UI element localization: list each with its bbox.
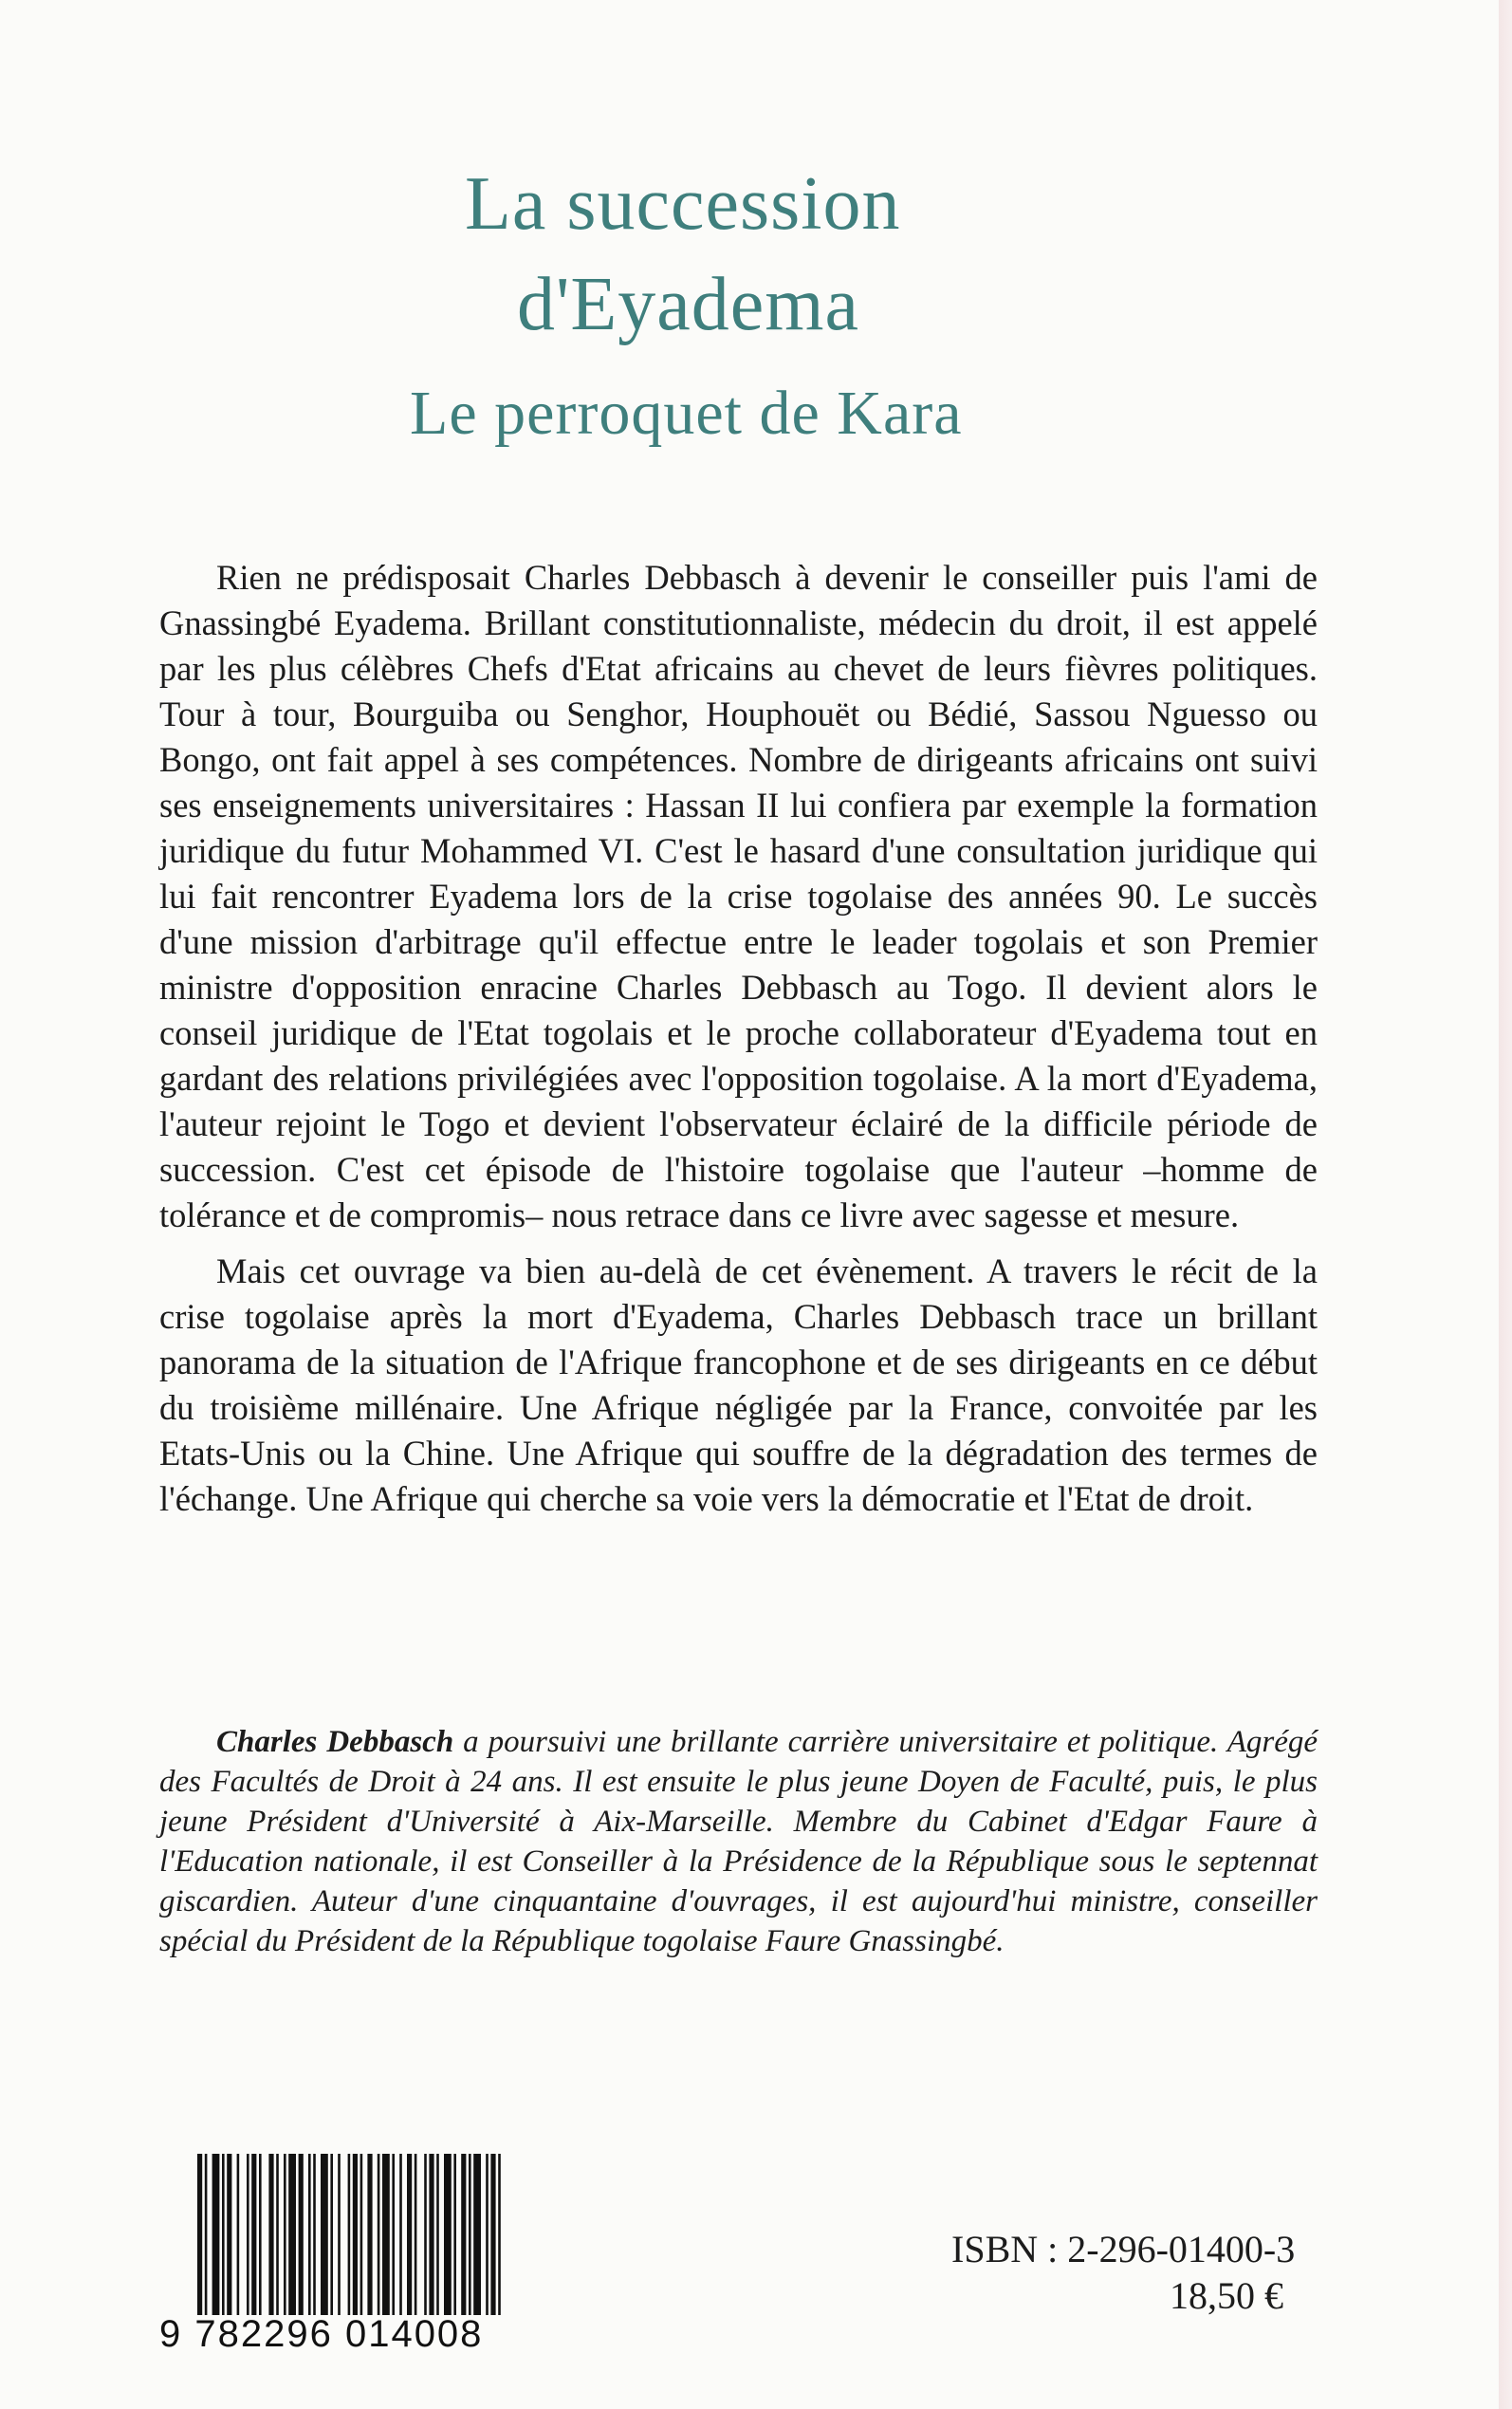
author-name: Charles Debbasch	[216, 1725, 454, 1759]
barcode-bar	[424, 2154, 427, 2315]
book-title-line1: La succession	[465, 162, 901, 246]
barcode-bar	[415, 2154, 417, 2315]
barcode-bar	[276, 2154, 279, 2315]
barcode-bar	[338, 2154, 341, 2315]
barcode	[159, 2154, 605, 2353]
book-title-line2: d'Eyadema	[517, 263, 860, 346]
barcode-bar	[222, 2154, 225, 2315]
barcode-bar	[486, 2154, 489, 2315]
barcode-bar	[212, 2154, 220, 2315]
page-edge	[1499, 0, 1512, 2409]
barcode-bar	[429, 2154, 433, 2315]
barcode-bar	[382, 2154, 390, 2315]
barcode-bar	[444, 2154, 452, 2315]
barcode-bar	[259, 2154, 262, 2315]
barcode-bar	[205, 2154, 208, 2315]
barcode-bar	[308, 2154, 311, 2315]
barcode-bar	[247, 2154, 249, 2315]
barcode-bar	[360, 2154, 363, 2315]
barcode-bar	[237, 2154, 240, 2315]
barcode-bar	[392, 2154, 395, 2315]
barcode-bar	[399, 2154, 402, 2315]
barcode-digits: 9 782296 014008	[159, 2313, 484, 2355]
summary-paragraph-1: Rien ne prédisposait Charles Debbasch à devenir le conseiller puis l'ami de Gnassingbé Eyadema. Brillant constitutionnaliste, médecin du droit, il est appelé par les plus célèbres Chefs d'Etat africains au chevet de leurs fièvres politiques. Tour à tour, Bourguiba ou Senghor, Houphouët ou Bédié, Sassou Nguesso ou Bongo, ont fait appel à ses compétences. Nombre de dirigeants africains ont suivi ses enseignements universitaires : Hassan II lui confiera par exemple la formation juridique du futur Mohammed VI. C'est le hasard d'une consultation juridique qui lui fait rencontrer Eyadema lors de la crise togolaise des années 90. Le succès d'une mission d'arbitrage qu'il effectue entre le leader togolais et son Premier ministre d'opposition enracine Charles Debbasch au Togo. Il devient alors le conseil juridique de l'Etat togolais et le proche collaborateur d'Eyadema tout en gardant des relations privilégiées avec l'opposition togolaise. A la mort d'Eyadema, l'auteur rejoint le Togo et devient l'observateur éclairé de la difficile période de succession. C'est cet épisode de l'histoire togolaise que l'auteur –homme de tolérance et de compromis– nous retrace dans ce livre avec sagesse et mesure.	[159, 558, 1318, 1234]
barcode-bar	[197, 2154, 202, 2315]
author-bio	[159, 1722, 1318, 1961]
barcode-bar	[461, 2154, 466, 2315]
barcode-bar	[299, 2154, 304, 2315]
barcode-bar	[490, 2154, 495, 2315]
barcode-bar	[407, 2154, 412, 2315]
barcode-bar	[284, 2154, 286, 2315]
barcode-bar	[330, 2154, 333, 2315]
barcode-bar	[453, 2154, 456, 2315]
barcode-bar	[227, 2154, 231, 2315]
barcode-bar	[288, 2154, 296, 2315]
barcode-bar	[321, 2154, 328, 2315]
barcode-bar	[473, 2154, 481, 2315]
barcode-bar	[251, 2154, 256, 2315]
barcode-bar	[367, 2154, 372, 2315]
barcode-bar	[469, 2154, 471, 2315]
barcode-bar	[268, 2154, 273, 2315]
summary-text	[159, 555, 1318, 1522]
barcode-bar	[436, 2154, 439, 2315]
author-bio-text: a poursuivi une brillante carrière universitaire et politique. Agrégé des Facultés de Droit à 24 ans. Il est ensuite le plus jeune Doyen de Faculté, puis, le plus jeune Président d'Université à Aix-Marseille. Membre du Cabinet d'Edgar Faure à l'Education nationale, il est Conseiller à la Présidence de la République sous le septennat giscardien. Auteur d'une cinquantaine d'ouvrages, il est aujourd'hui ministre, conseiller spécial du Président de la République togolaise Faure Gnassingbé.	[159, 1725, 1318, 1958]
barcode-bar	[378, 2154, 380, 2315]
isbn-label: ISBN : 2-296-01400-3	[951, 2228, 1296, 2270]
barcode-bar	[313, 2154, 316, 2315]
barcode-bar	[348, 2154, 351, 2315]
price-label: 18,50 €	[1170, 2274, 1283, 2317]
barcode-bar	[498, 2154, 501, 2315]
barcode-bar	[353, 2154, 358, 2315]
book-subtitle: Le perroquet de Kara	[410, 379, 963, 448]
summary-paragraph-2: Mais cet ouvrage va bien au-delà de cet évènement. A travers le récit de la crise togolaise après la mort d'Eyadema, Charles Debbasch trace un brillant panorama de la situation de l'Afrique francophone et de ses dirigeants en ce début du troisième millénaire. Une Afrique négligée par la France, convoitée par les Etats-Unis ou la Chine. Une Afrique qui souffre de la dégradation des termes de l'échange. Une Afrique qui cherche sa voie vers la démocratie et l'Etat de droit.	[159, 1251, 1318, 1518]
barcode-bars	[197, 2154, 596, 2315]
